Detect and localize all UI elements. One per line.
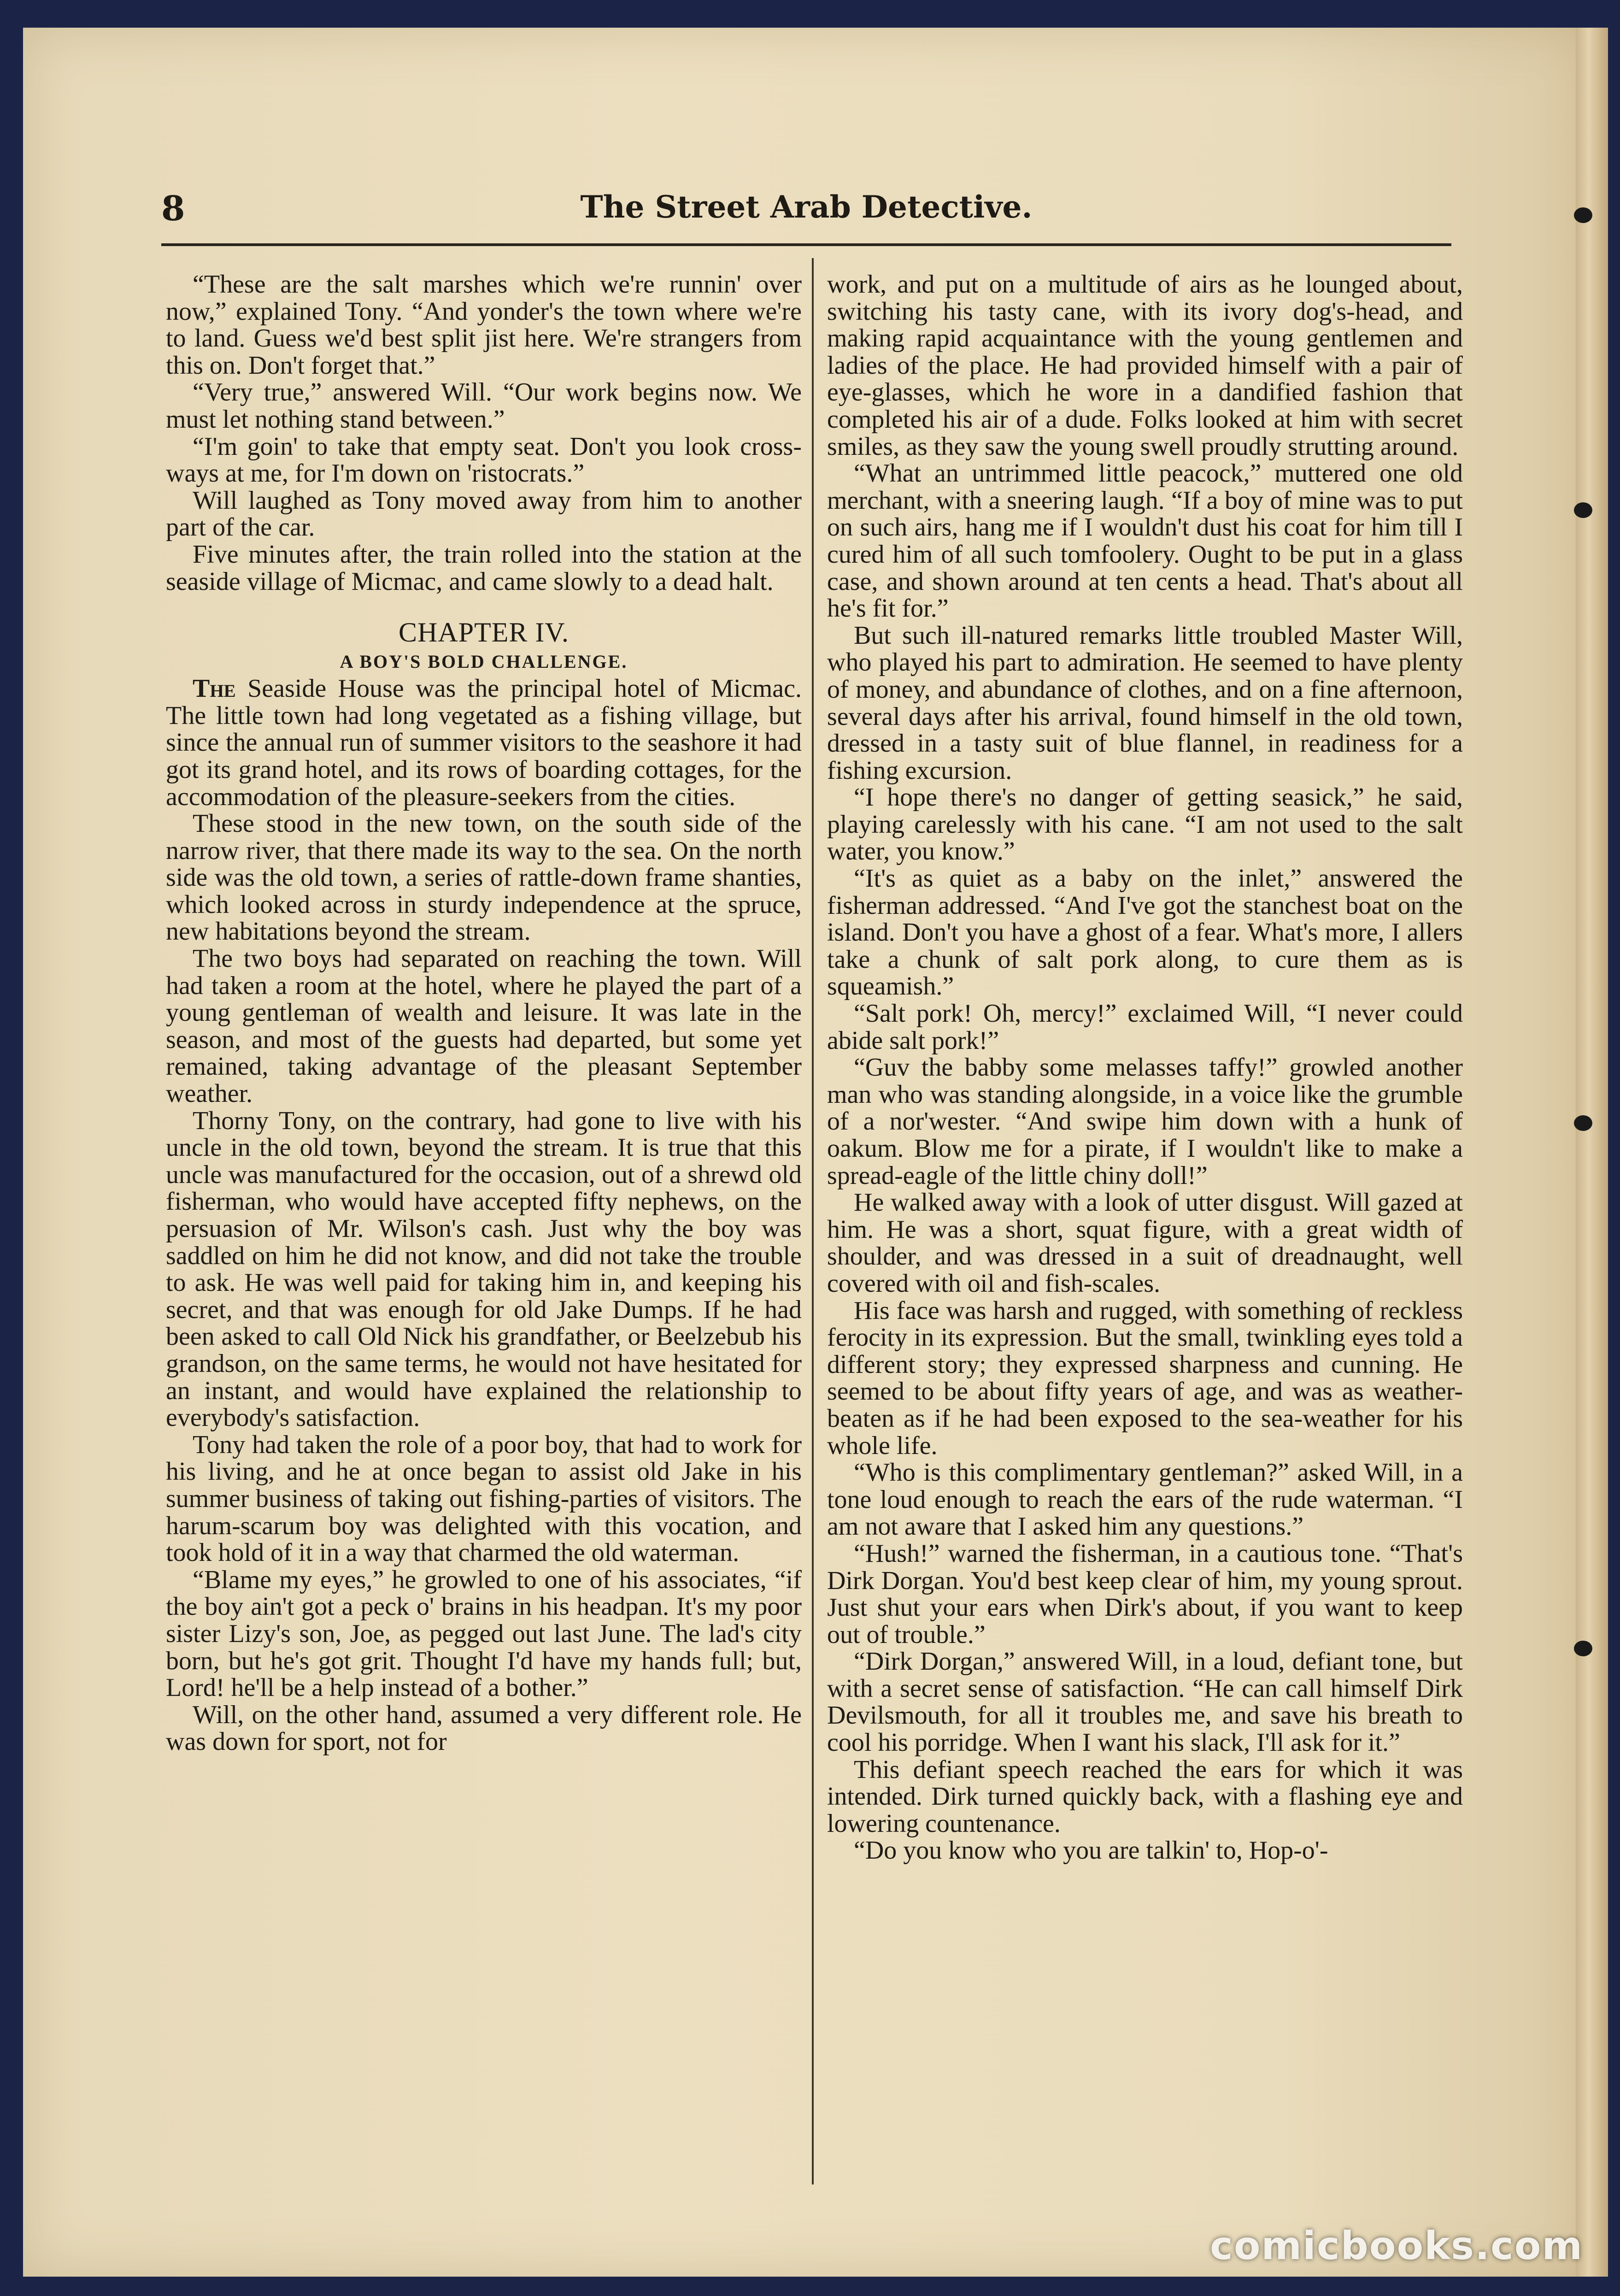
binding-staple-mark — [1574, 207, 1592, 223]
paragraph: His face was harsh and rugged, with something of reckless ferocity in its expression. But the small, twinkling eyes told a different story; they expressed sharpness and cunning. He seemed to be about fifty years of age, and was as weather-beaten as if he had been exposed to the sea-weather for his whole life. — [827, 1296, 1463, 1460]
paragraph: “Who is this complimentary gentleman?” asked Will, in a tone loud enough to reach the ears of the rude waterman. “I am not aware that I asked him any questions.” — [827, 1458, 1463, 1541]
watermark: comicbooks.com — [1210, 2223, 1583, 2268]
chapter-opening-paragraph — [166, 675, 802, 810]
paragraph: But such ill-natured remarks little troubled Master Will, who played his part to admiration. He seemed to have plenty of money, and abundance of clothes, and on a fine afternoon, several days after his arrival, found himself in the old town, dressed in a tasty suit of blue flannel, in readiness for a fishing excursion. — [827, 621, 1463, 785]
paragraph: Thorny Tony, on the contrary, had gone to live with his uncle in the old town, beyond the stream. It is true that this uncle was manufactured for the occasion, out of a shrewd old fisherman, who would have accepted fifty nephews, on the persuasion of Mr. Wilson's cash. Just why the boy was saddled on him he did not know, and did not take the trouble to ask. He was well paid for taking him in, and keeping his secret, and that was enough for old Jake Dumps. If he had been asked to call Old Nick his grandfather, or Beelzebub his grandson, on the same terms, he would not have hesitated for an instant, and would have explained the relationship to everybody's satisfaction. — [166, 1106, 802, 1432]
paragraph: “I hope there's no danger of getting seasick,” he said, playing carelessly with his cane. “I am not used to the salt water, you know.” — [827, 783, 1463, 866]
paragraph: Will, on the other hand, assumed a very different role. He was down for sport, not for — [166, 1700, 802, 1756]
paragraph: “Salt pork! Oh, mercy!” exclaimed Will, “I never could abide salt pork!” — [827, 999, 1463, 1055]
column-divider — [812, 258, 814, 2184]
paragraph: “Dirk Dorgan,” answered Will, in a loud, defiant tone, but with a secret sense of satisfaction. “He can call himself Dirk Devilsmouth, for all it troubles me, and save his breath to cool his porridge. When I want his slack, I'll ask for it.” — [827, 1647, 1463, 1757]
paragraph: Five minutes after, the train rolled into the station at the seaside village of Micmac, and came slowly to a dead halt. — [166, 540, 802, 596]
paragraph: “What an untrimmed little peacock,” muttered one old merchant, with a sneering laugh. “If a boy of mine was to put on such airs, hang me if I wouldn't dust his coat for him till I cured him of all such tomfoolery. Ought to be put in a glass case, and shown around at ten cents a head. That's about all he's fit for.” — [827, 459, 1463, 623]
paragraph: “These are the salt marshes which we're runnin' over now,” explained Tony. “And yonder's the town where we're to land. Guess we'd best split jist here. We're strangers from this on. Don't forget that.” — [166, 271, 802, 380]
paragraph: These stood in the new town, on the south side of the narrow river, that there made its way to the sea. On the north side was the old town, a series of rattle-down frame shanties, which looked across in sturdy independence at the spruce, new habitations beyond the stream. — [166, 809, 802, 946]
running-head — [161, 189, 1451, 240]
running-title: The Street Arab Detective. — [580, 189, 1033, 225]
paragraph: Will laughed as Tony moved away from him to another part of the car. — [166, 486, 802, 542]
opening-word: The — [193, 674, 236, 703]
paragraph: “Blame my eyes,” he growled to one of his associates, “if the boy ain't got a peck o' brains in his headpan. It's my poor sister Lizy's son, Joe, as pegged out last June. The lad's city born, but he's got grit. Thought I'd have my hands full; but, Lord! he'll be a help instead of a bother.” — [166, 1565, 802, 1702]
paragraph: “I'm goin' to take that empty seat. Don't you look cross-ways at me, for I'm down on 'ristocrats.” — [166, 432, 802, 488]
paragraph: “Very true,” answered Will. “Our work begins now. We must let nothing stand between.” — [166, 378, 802, 434]
left-column — [166, 271, 802, 2197]
paragraph: The two boys had separated on reaching the town. Will had taken a room at the hotel, where he played the part of a young gentleman of wealth and leisure. It was late in the season, and most of the guests had departed, but some yet remained, taking advantage of the pleasant September weather. — [166, 944, 802, 1108]
chapter-subtitle: A BOY'S BOLD CHALLENGE. — [340, 651, 628, 672]
paragraph: “Do you know who you are talkin' to, Hop-o'- — [854, 1836, 1328, 1865]
binding-staple-mark — [1574, 1641, 1592, 1656]
opening-text: Seaside House was the principal hotel of Micmac. The little town had long vegetated as a fishing village, but since the annual run of summer visitors to the seashore it had got its grand hotel, and its rows of boarding cottages, for the accommodation of the pleasure-seekers from the cities. — [166, 674, 802, 811]
page-number: 8 — [161, 189, 185, 229]
paragraph: “Guv the babby some melasses taffy!” growled another man who was standing alongside, in a voice like the grumble of a nor'wester. “And swipe him down with a hunk of oakum. Blow me for a pirate, if I wouldn't like to make a spread-eagle of the little chiny doll!” — [827, 1053, 1463, 1190]
header-rule — [161, 243, 1451, 246]
paragraph: work, and put on a multitude of airs as he lounged about, switching his tasty cane, with its ivory dog's-head, and making rapid acquaintance with the young gentlemen and ladies of the place. He had provided himself with a pair of eye-glasses, which he wore in a dandified fashion that completed his air of a dude. Folks looked at him with secret smiles, as they saw the young swell proudly strutting around. — [827, 271, 1463, 461]
binding-staple-mark — [1574, 1115, 1592, 1131]
page-edge — [1576, 28, 1608, 2277]
paragraph: This defiant speech reached the ears for which it was intended. Dirk turned quickly back, with a flashing eye and lowering countenance. — [827, 1755, 1463, 1838]
right-column — [827, 271, 1463, 2197]
paragraph: He walked away with a look of utter disgust. Will gazed at him. He was a short, squat figure, with a great width of shoulder, and was dressed in a suit of dreadnaught, well covered with oil and fish-scales. — [827, 1188, 1463, 1298]
binding-staple-mark — [1574, 502, 1592, 518]
chapter-heading: CHAPTER IV. — [399, 617, 569, 648]
paragraph: “Hush!” warned the fisherman, in a cautious tone. “That's Dirk Dorgan. You'd best keep clear of him, my young sprout. Just shut your ears when Dirk's about, if you want to keep out of trouble.” — [827, 1539, 1463, 1649]
paragraph: “It's as quiet as a baby on the inlet,” answered the fisherman addressed. “And I've got the stanchest boat on the island. Don't you have a ghost of a fear. What's more, I allers take a chunk of salt pork along, to cure them as is squeamish.” — [827, 864, 1463, 1001]
paragraph: Tony had taken the role of a poor boy, that had to work for his living, and he at once began to assist old Jake in his summer business of taking out fishing-parties of visitors. The harum-scarum boy was delighted with this vocation, and took hold of it in a way that charmed the old waterman. — [166, 1430, 802, 1567]
